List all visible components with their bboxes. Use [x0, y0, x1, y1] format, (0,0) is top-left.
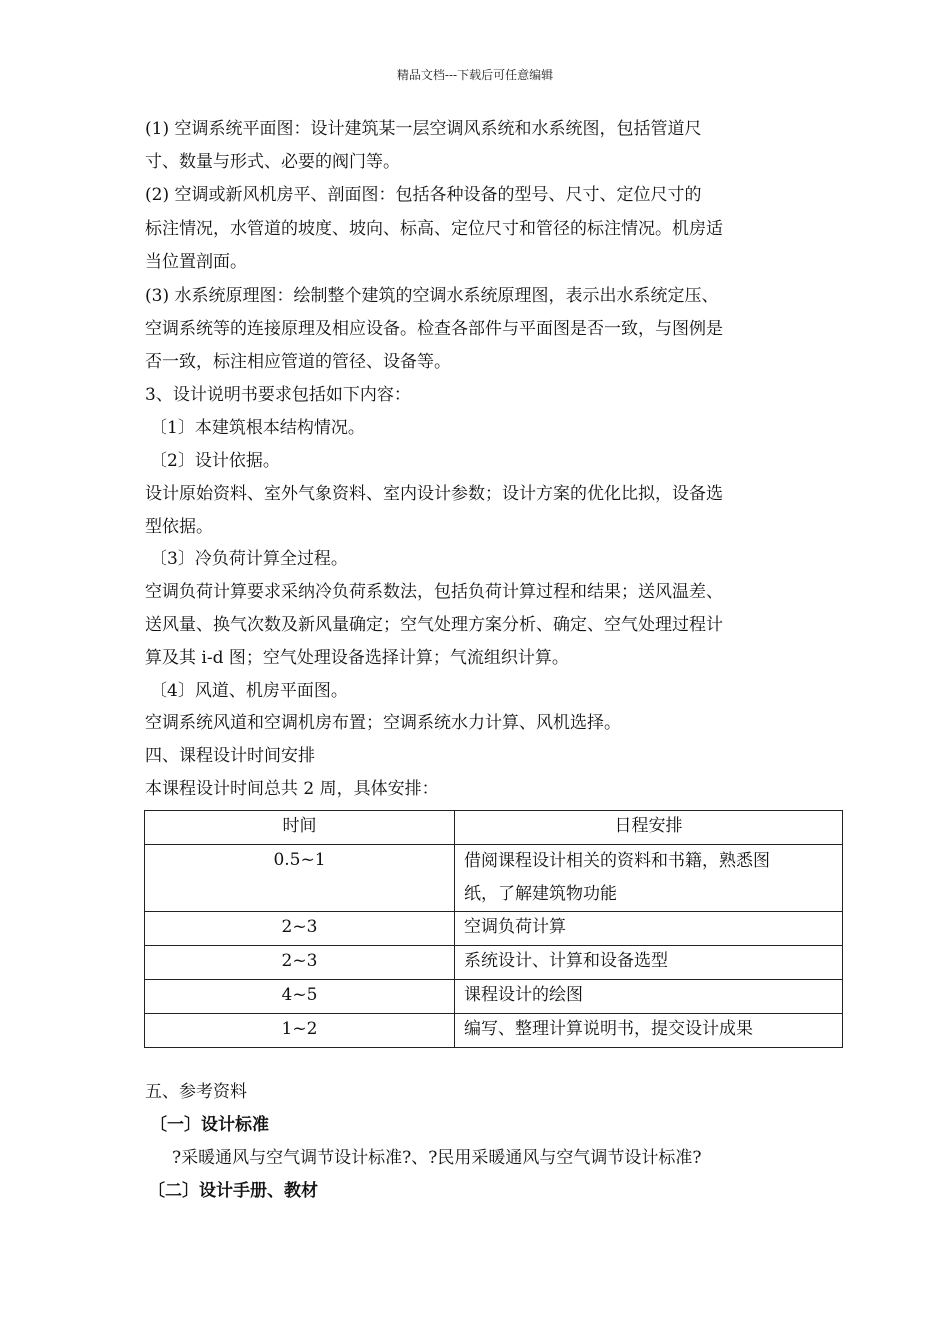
paragraph-line: (2) 空调或新风机房平、剖面图：包括各种设备的型号、尺寸、定位尺寸的: [145, 185, 702, 205]
paragraph-line: ?采暖通风与空气调节设计标准?、?民用采暖通风与空气调节设计标准?: [172, 1148, 702, 1168]
table-header-cell: 时间: [145, 811, 455, 845]
paragraph-line: (1) 空调系统平面图：设计建筑某一层空调风系统和水系统图，包括管道尺: [145, 119, 702, 139]
paragraph-line: 型依据。: [145, 517, 213, 537]
paragraph-line: 标注情况，水管道的坡度、坡向、标高、定位尺寸和管径的标注情况。机房适: [145, 219, 723, 239]
table-cell-time: 1~2: [145, 1014, 455, 1048]
table-row: [145, 980, 843, 1014]
table-row: [145, 912, 843, 946]
paragraph-line: 设计原始资料、室外气象资料、室内设计参数；设计方案的优化比拟，设备选: [145, 484, 723, 504]
paragraph-line: (3) 水系统原理图：绘制整个建筑的空调水系统原理图，表示出水系统定压、: [145, 286, 719, 306]
paragraph-line: 空调系统等的连接原理及相应设备。检查各部件与平面图是否一致，与图例是: [145, 319, 723, 339]
table-cell-task: 编写、整理计算说明书，提交设计成果: [455, 1014, 843, 1048]
table-cell-task-line: 借阅课程设计相关的资料和书籍，熟悉图: [464, 851, 770, 871]
paragraph-line: 寸、数量与形式、必要的阀门等。: [145, 152, 400, 172]
page-header: 精品文档---下载后可任意编辑: [396, 68, 554, 82]
paragraph-line: 空调负荷计算要求采纳冷负荷系数法，包括负荷计算过程和结果；送风温差、: [145, 582, 723, 602]
table-cell-task: 课程设计的绘图: [455, 980, 843, 1014]
section-heading: 3、设计说明书要求包括如下内容：: [145, 385, 411, 405]
section-heading: 五、参考资料: [145, 1082, 247, 1102]
table-cell-time: 2~3: [145, 946, 455, 980]
paragraph-line: 空调系统风道和空调机房布置；空调系统水力计算、风机选择。: [145, 713, 621, 733]
subsection-heading: 〔一〕设计标准: [150, 1115, 269, 1135]
table-row: [145, 946, 843, 980]
section-heading: 四、课程设计时间安排: [145, 746, 315, 766]
paragraph-line: 否一致，标注相应管道的管径、设备等。: [145, 352, 451, 372]
table-row: [145, 845, 843, 912]
list-item: 〔4〕风道、机房平面图。: [150, 681, 348, 701]
paragraph-line: 当位置剖面。: [145, 252, 247, 272]
list-item: 〔3〕冷负荷计算全过程。: [150, 549, 348, 569]
table-cell-time: 4~5: [145, 980, 455, 1014]
table-cell-time: 2~3: [145, 912, 455, 946]
table-cell-task-line: 纸，了解建筑物功能: [464, 884, 617, 904]
table-cell-task: 空调负荷计算: [455, 912, 843, 946]
table-cell-task: 系统设计、计算和设备选型: [455, 946, 843, 980]
list-item: 〔1〕本建筑根本结构情况。: [150, 418, 365, 438]
list-item: 〔2〕设计依据。: [150, 451, 280, 471]
table-cell-task: [455, 845, 843, 912]
paragraph-line: 本课程设计时间总共 2 周，具体安排：: [145, 779, 439, 799]
subsection-heading: 〔二〕设计手册、教材: [148, 1181, 318, 1201]
table-header-row: [145, 811, 843, 845]
schedule-table: [144, 810, 843, 1048]
paragraph-line: 送风量、换气次数及新风量确定；空气处理方案分析、确定、空气处理过程计: [145, 615, 723, 635]
table-row: [145, 1014, 843, 1048]
paragraph-line: 算及其 i-d 图；空气处理设备选择计算；气流组织计算。: [145, 648, 569, 668]
table-cell-time: 0.5~1: [145, 845, 455, 912]
table-header-cell: 日程安排: [455, 811, 843, 845]
